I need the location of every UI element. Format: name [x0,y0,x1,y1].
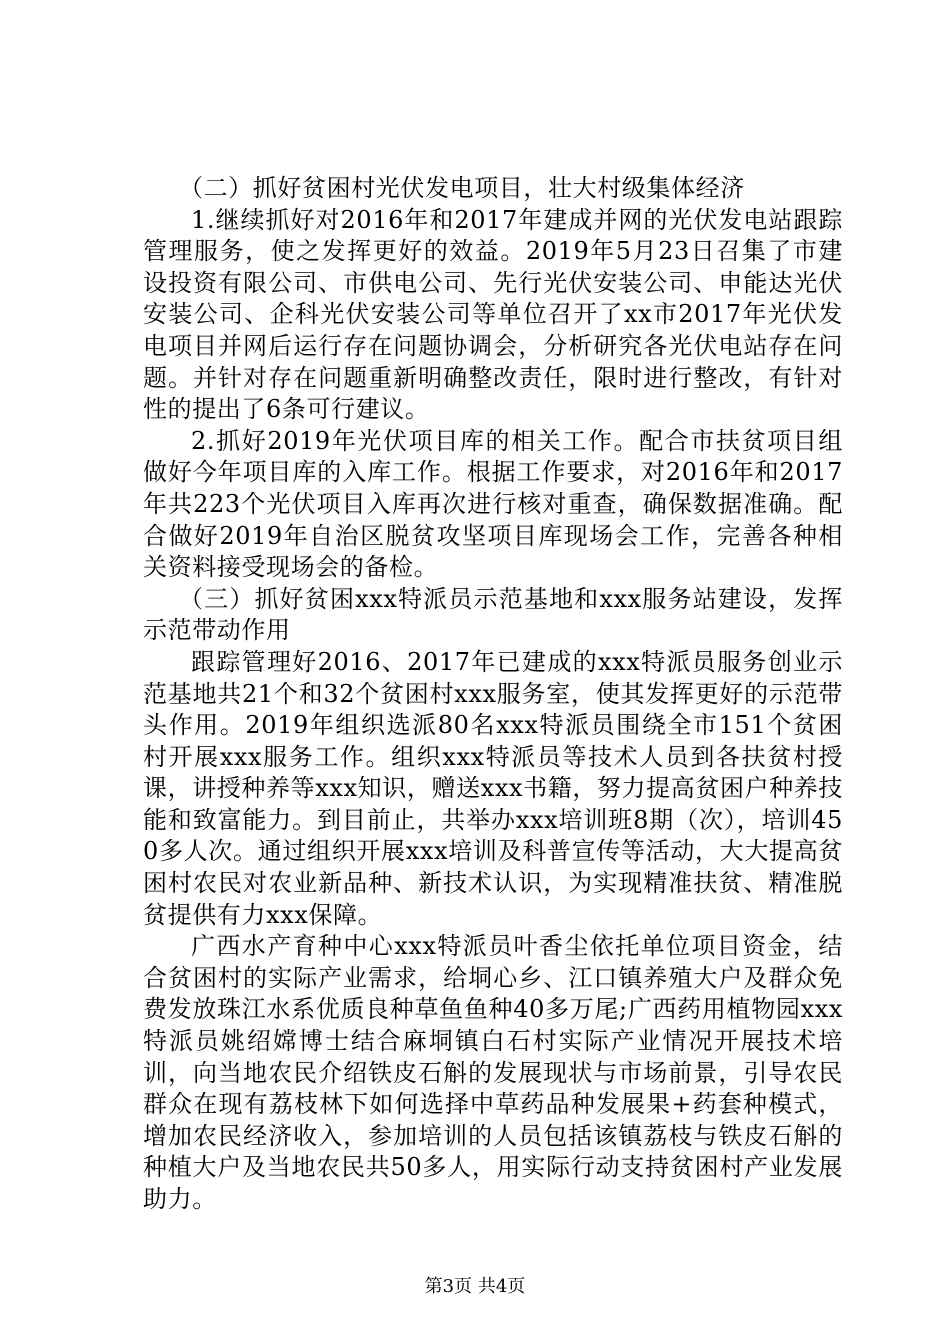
page-number: 第3页 共4页 [424,1276,526,1297]
paragraph-item-2: 2.抓好2019年光伏项目库的相关工作。配合市扶贫项目组做好今年项目库的入库工作。根据工作要求，对2016年和2017年共223个光伏项目入库再次进行核对重查，确保数据准确。配合做好2019年自治区脱贫攻坚项目库现场会工作，完善各种相关资料接受现场会的备检。 [143,426,843,582]
paragraph-tracking: 跟踪管理好2016、2017年已建成的xxx特派员服务创业示范基地共21个和32个贫困村xxx服务室，使其发挥更好的示范带头作用。2019年组织选派80名xxx特派员围绕全市151个贫困村开展xxx服务工作。组织xxx特派员等技术人员到各扶贫村授课，讲授种养等xxx知识，赠送xxx书籍，努力提高贫困户种养技能和致富能力。到目前止，共举办xxx培训班8期（次），培训450多人次。通过组织开展xxx培训及科普宣传等活动，大大提高贫困村农民对农业新品种、新技术认识，为实现精准扶贫、精准脱贫提供有力xxx保障。 [143,647,843,929]
paragraph-item-1: 1.继续抓好对2016年和2017年建成并网的光伏发电站跟踪管理服务，使之发挥更好的效益。2019年5月23日召集了市建设投资有限公司、市供电公司、先行光伏安装公司、申能达光伏安装公司、企科光伏安装公司等单位召开了xx市2017年光伏发电项目并网后运行存在问题协调会，分析研究各光伏电站存在问题。并针对存在问题重新明确整改责任，限时进行整改，有针对性的提出了6条可行建议。 [143,205,843,424]
document-body [143,173,843,1216]
section-heading-2: （二）抓好贫困村光伏发电项目，壮大村级集体经济 [179,174,745,202]
section-heading-3: （三）抓好贫困xxx特派员示范基地和xxx服务站建设，发挥示范带动作用 [143,584,843,645]
paragraph-guangxi: 广西水产育种中心xxx特派员叶香尘依托单位项目资金，结合贫困村的实际产业需求，给垌心乡、江口镇养殖大户及群众免费发放珠江水系优质良种草鱼鱼种40多万尾;广西药用植物园xxx特派员姚绍嫦博士结合麻垌镇白石村实际产业情况开展技术培训，向当地农民介绍铁皮石斛的发展现状与市场前景，引导农民群众在现有荔枝林下如何选择中草药品种发展果+药套种模式，增加农民经济收入，参加培训的人员包括该镇荔枝与铁皮石斛的种植大户及当地农民共50多人，用实际行动支持贫困村产业发展助力。 [143,932,843,1213]
